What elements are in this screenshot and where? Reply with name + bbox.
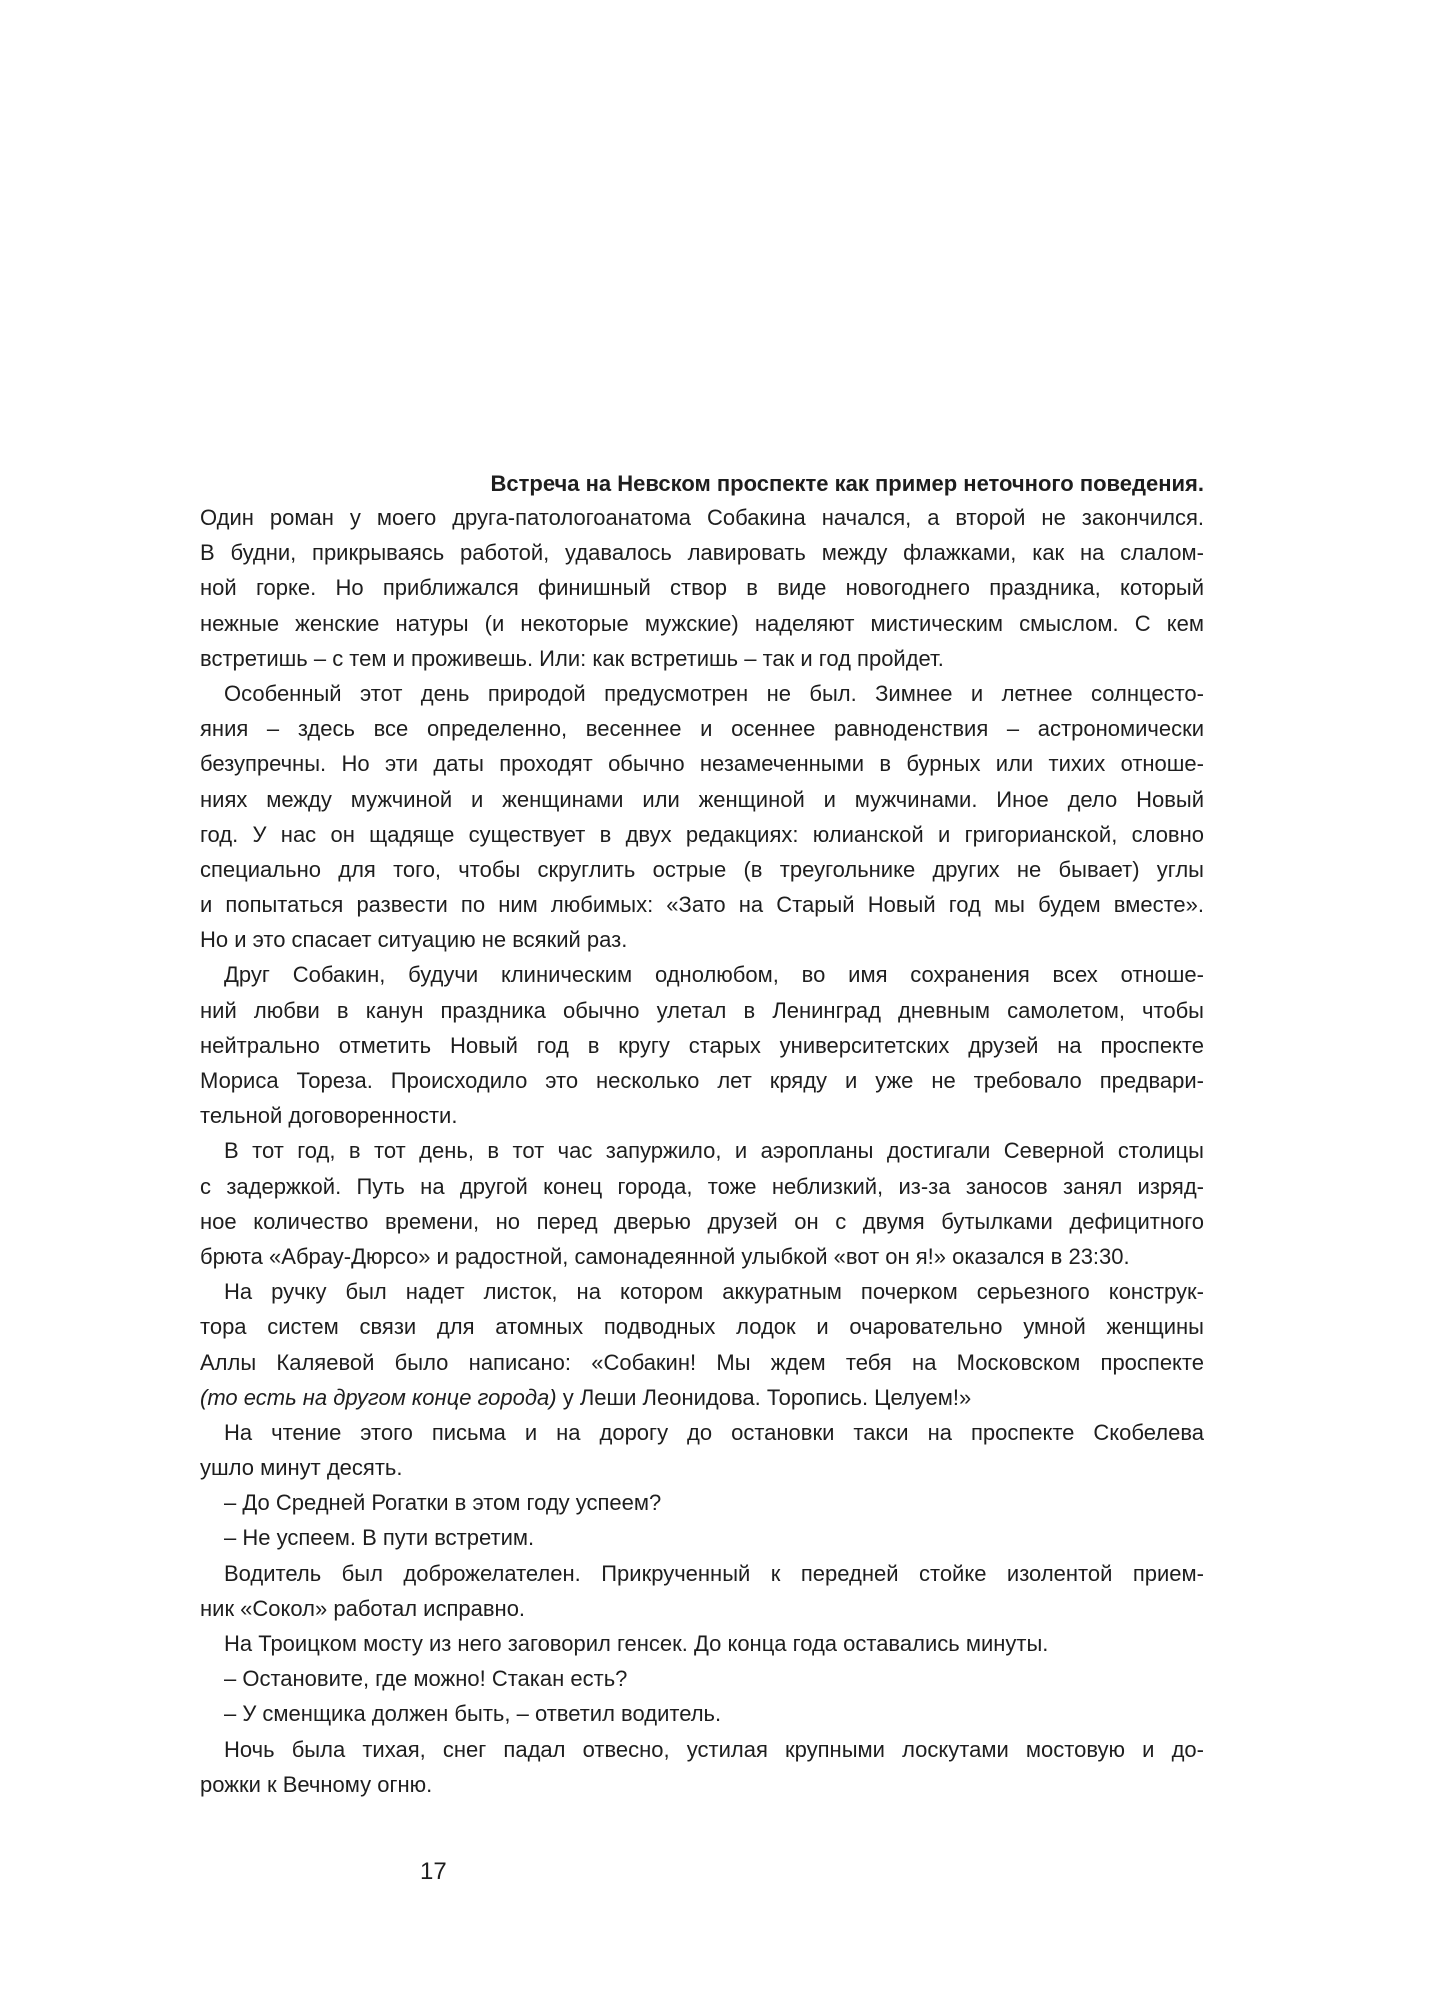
text-line: ной горке. Но приближался финишный створ в виде новогоднего праздника, который (200, 575, 1204, 601)
text-line: тельной договоренности. (200, 1103, 458, 1129)
body-text (200, 500, 1204, 1802)
text-line: На чтение этого письма и на дорогу до остановки такси на проспекте Скобелева (224, 1419, 1204, 1445)
italic-aside: (то есть на другом конце города) (200, 1384, 557, 1410)
paragraph (200, 1485, 1204, 1520)
text-line: Особенный этот день природой предусмотрен не был. Зимнее и летнее солнцесто- (224, 680, 1204, 706)
text-line: нежные женские натуры (и некоторые мужские) наделяют мистическим смыслом. С кем (200, 610, 1204, 636)
section-title: Встреча на Невском проспекте как пример неточного поведения. (490, 471, 1204, 496)
text-line: – У сменщика должен быть, – ответил водитель. (224, 1701, 722, 1727)
text-line: – Не успеем. В пути встретим. (224, 1525, 535, 1551)
text-line: – Остановите, где можно! Стакан есть? (224, 1666, 628, 1692)
text-line: брюта «Абрау-Дюрсо» и радостной, самонадеянной улыбкой «вот он я!» оказался в 23:30. (200, 1243, 1130, 1269)
paragraph (200, 1696, 1204, 1731)
paragraph (200, 1274, 1204, 1415)
text-line: с задержкой. Путь на другой конец города, тоже неблизкий, из-за заносов занял изряд- (200, 1173, 1204, 1199)
text-line: встретишь – с тем и проживешь. Или: как встретишь – так и год пройдет. (200, 645, 944, 671)
paragraph (200, 957, 1204, 1133)
text-line: Мориса Тореза. Происходило это несколько лет кряду и уже не требовало предвари- (200, 1068, 1204, 1093)
text-line: ний любви в канун праздника обычно улетал в Ленинград дневным самолетом, чтобы (200, 997, 1204, 1023)
paragraph (200, 1626, 1204, 1661)
text-line: На ручку был надет листок, на котором аккуратным почерком серьезного конструк- (224, 1279, 1204, 1305)
text-line: В тот год, в тот день, в тот час запуржило, и аэропланы достигали Северной столицы (224, 1138, 1204, 1164)
paragraph (200, 1415, 1204, 1485)
text-line: год. У нас он щадяще существует в двух редакциях: юлианской и григорианской, словно (200, 821, 1204, 847)
text-line: и попытаться развести по ним любимых: «Зато на Старый Новый год мы будем вместе». (200, 892, 1204, 918)
text-line: рожки к Вечному огню. (200, 1771, 433, 1797)
paragraph (200, 676, 1204, 958)
text-line: Водитель был доброжелателен. Прикрученный к передней стойке изолентой прием- (224, 1560, 1204, 1586)
text-line: ник «Сокол» работал исправно. (200, 1595, 526, 1621)
text-line: ное количество времени, но перед дверью друзей он с двумя бутылками дефицитного (200, 1208, 1204, 1234)
text-line: Аллы Каляевой было написано: «Собакин! Мы ждем тебя на Московском проспекте (200, 1349, 1204, 1375)
text-line (200, 1380, 1204, 1415)
paragraph (200, 1732, 1204, 1802)
text-line: Но и это спасает ситуацию не всякий раз. (200, 927, 628, 953)
text-line: Один роман у моего друга-патологоанатома Собакина начался, а второй не закончился. (200, 505, 1204, 530)
paragraph (200, 1661, 1204, 1696)
text-line: ниях между мужчиной и женщинами или женщиной и мужчинами. Иное дело Новый (200, 786, 1204, 812)
paragraph (200, 1133, 1204, 1274)
text-line: нейтрально отметить Новый год в кругу старых университетских друзей на проспекте (200, 1032, 1204, 1058)
paragraph (200, 1556, 1204, 1626)
text-span: у Леши Леонидова. Торопись. Целуем!» (556, 1384, 972, 1410)
text-line: тора систем связи для атомных подводных лодок и очаровательно умной женщины (200, 1314, 1204, 1340)
text-line: Друг Собакин, будучи клиническим однолюбом, во имя сохранения всех отноше- (224, 962, 1204, 988)
text-line: – До Средней Рогатки в этом году успеем? (224, 1490, 662, 1516)
text-line: ушло минут десять. (200, 1455, 403, 1481)
text-line: безупречны. Но эти даты проходят обычно незамеченными в бурных или тихих отноше- (200, 751, 1204, 777)
text-line: яния – здесь все определенно, весеннее и осеннее равноденствия – астрономически (200, 716, 1204, 742)
paragraph (200, 500, 1204, 676)
page-number: 17 (420, 1858, 447, 1885)
text-line: На Троицком мосту из него заговорил генсек. До конца года оставались минуты. (224, 1631, 1049, 1656)
text-line: специально для того, чтобы скруглить острые (в треугольнике других не бывает) углы (200, 856, 1204, 882)
paragraph (200, 1520, 1204, 1555)
text-line: В будни, прикрываясь работой, удавалось лавировать между флажками, как на слалом- (200, 540, 1204, 566)
text-line: Ночь была тихая, снег падал отвесно, устилая крупными лоскутами мостовую и до- (224, 1736, 1204, 1762)
